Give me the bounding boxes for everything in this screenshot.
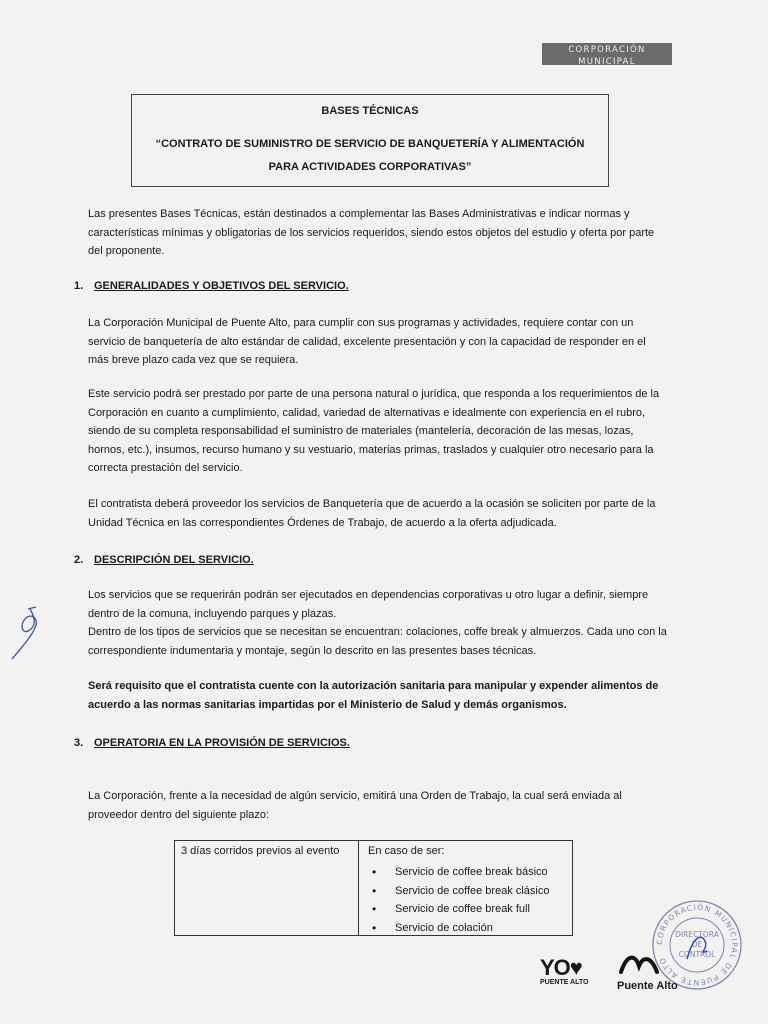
section-2-paragraph-1: Los servicios que se requerirán podrán ser ejecutados en dependencias corporativas u otro lugar a definir, siempre dentro de la comuna, incluyendo parques y plazas. — [88, 589, 649, 620]
section-2-paragraph-2: Dentro de los tipos de servicios que se necesitan se encuentran: colaciones, coffe break y almuerzos. Cada uno con la correspondiente indumentaria y montaje, según lo descrito en las presentes bases técnicas. — [88, 626, 667, 657]
corporation-badge — [542, 43, 672, 73]
section-3-paragraph-1: La Corporación, frente a la necesidad de algún servicio, emitirá una Orden de Trabajo, la cual será enviada al proveedor dentro del siguiente plazo: — [88, 790, 622, 821]
puente-alto-bridge-icon — [617, 952, 667, 974]
section-title: DESCRIPCIÓN DEL SERVICIO. — [94, 554, 254, 566]
deadline-text: 3 días corridos previos al evento — [181, 845, 340, 857]
yo-logo-subtitle: PUENTE ALTO — [540, 979, 589, 986]
deadline-table — [174, 840, 573, 936]
corporation-subtitle: EDUCACIÓN, SALUD Y ATENCIÓN DE MENORES — [550, 68, 664, 73]
intro-paragraph: Las presentes Bases Técnicas, están destinados a complementar las Bases Administrativas e indicar normas y características mínimas y obligatorias de los servicios requeridos, siendo estos objetos del estudio y oferta por parte del proponente. — [88, 208, 655, 257]
section-title: GENERALIDADES Y OBJETIVOS DEL SERVICIO. — [94, 280, 349, 292]
list-item: • Servicio de coffee break clásico — [369, 882, 550, 901]
contract-title-line2: PARA ACTIVIDADES CORPORATIVAS” — [268, 161, 472, 173]
yo-puente-alto-logo — [540, 957, 588, 986]
section-1-paragraph-1: La Corporación Municipal de Puente Alto, para cumplir con sus programas y actividades, requiere contar con un servicio de banquetería de alto estándar de calidad, excelente presentación y con la capacidad de responder en el más breve plazo cada vez que se requiera. — [88, 317, 646, 366]
seal-center-line2: DE — [691, 940, 703, 949]
section-title: OPERATORIA EN LA PROVISIÓN DE SERVICIOS. — [94, 737, 350, 749]
list-item: • Servicio de colación — [369, 919, 550, 938]
section-heading-3 — [74, 737, 350, 749]
section-heading-2 — [74, 554, 254, 566]
seal-center-line3: CONTROL — [678, 950, 716, 959]
section-number: 1. — [74, 280, 84, 292]
seal-center-line1: DIRECTORA — [675, 930, 719, 939]
section-1-paragraph-2: Este servicio podrá ser prestado por parte de una persona natural o jurídica, que responda a los requerimientos de la Corporación en cuanto a cumplimiento, calidad, variedad de alternativas e idealmente con experiencia en el rubro, siendo de su completa responsabilidad el suministro de materiales (mantelería, decoración de las mesas, lozas, hornos, etc.), insumos, recurso humano y su vestuario, materias primas, traslados y cualquier otro necesario para la correcta prestación del servicio. — [88, 388, 660, 474]
services-list — [369, 863, 550, 937]
section-number: 2. — [74, 554, 84, 566]
puente-alto-logo-text: Puente Alto — [617, 980, 678, 992]
list-item: • Servicio de coffee break básico — [369, 863, 550, 882]
contract-title-line1: “CONTRATO DE SUMINISTRO DE SERVICIO DE BANQUETERÍA Y ALIMENTACIÓN — [155, 138, 585, 150]
deadline-cell — [175, 841, 359, 935]
seal-ring-text: CORPORACIÓN MUNICIPAL DE PUENTE ALTO — [654, 902, 740, 988]
services-header: En caso de ser: — [368, 845, 445, 857]
title-box — [131, 94, 609, 187]
section-2-requirement: Será requisito que el contratista cuente con la autorización sanitaria para manipular y expender alimentos de acuerdo a las normas sanitarias impartidas por el Ministerio de Salud y demás organismos. — [88, 680, 659, 711]
section-1-paragraph-3: El contratista deberá proveedor los servicios de Banquetería que de acuerdo a la ocasión se soliciten por parte de la Unidad Técnica en las correspondientes Órdenes de Trabajo, de acuerdo a la oferta adjudicada. — [88, 498, 656, 529]
heart-icon: ♥ — [569, 955, 582, 980]
document-title: BASES TÉCNICAS — [321, 105, 419, 117]
section-number: 3. — [74, 737, 84, 749]
section-heading-1 — [74, 280, 349, 292]
yo-logo-text: YO — [540, 955, 570, 980]
puente-alto-logo — [617, 952, 678, 992]
corporation-name: CORPORACIÓN MUNICIPAL — [568, 45, 646, 67]
handwritten-initial — [6, 605, 46, 665]
list-item: • Servicio de coffee break full — [369, 900, 550, 919]
